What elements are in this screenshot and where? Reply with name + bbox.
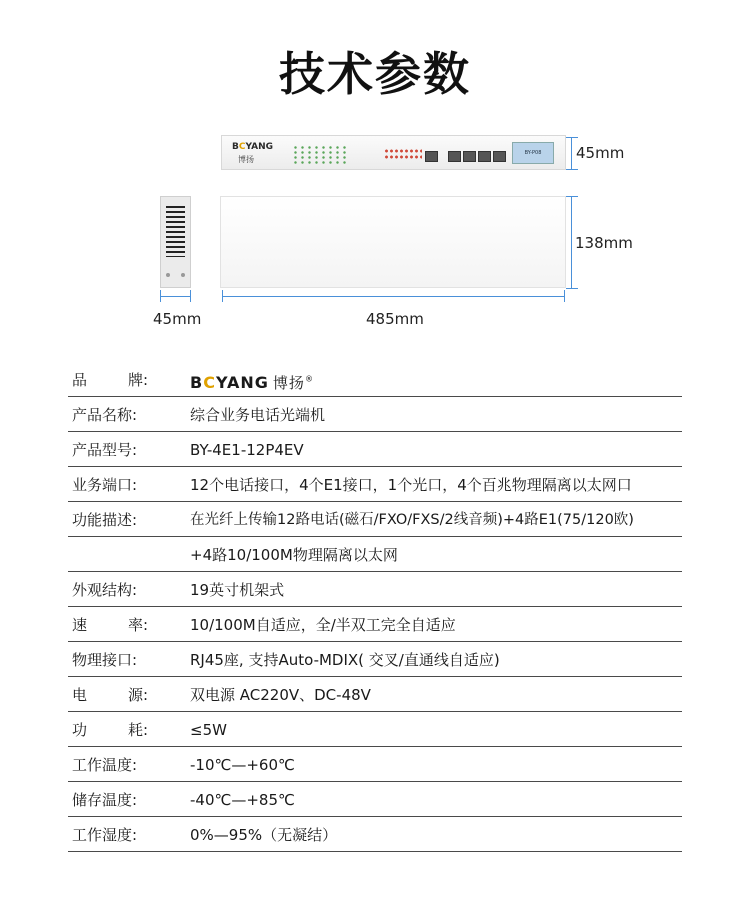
spec-row-brand: [68, 362, 682, 397]
spec-value: +4路10/100M物理隔离以太网: [190, 546, 398, 564]
dim-tick: [566, 288, 578, 289]
spec-label: 电 源:: [72, 686, 148, 704]
device-side-view: [160, 196, 191, 288]
spec-row: [68, 747, 682, 782]
spec-label: 工作湿度:: [72, 826, 138, 844]
spec-value: 10/100M自适应，全/半双工完全自适应: [190, 616, 456, 634]
panel-logo: BCYANG: [232, 142, 274, 152]
spec-label: [72, 537, 162, 571]
vent-grille: [166, 203, 185, 257]
spec-value: -40℃—+85℃: [190, 791, 295, 809]
spec-value: 12个电话接口，4个E1接口，1个光口，4个百兆物理隔离以太网口: [190, 476, 632, 494]
spec-label: 业务端口:: [72, 476, 138, 494]
page-title: 技术参数: [279, 47, 471, 101]
spec-label: 品 牌:: [72, 371, 148, 389]
spec-row: [68, 467, 682, 502]
dim-body-height: 138mm: [575, 234, 633, 252]
spec-label: 储存温度:: [72, 791, 138, 809]
dim-line-body-height: [571, 196, 572, 288]
mount-hole: [181, 273, 185, 277]
spec-label: 速 率:: [72, 616, 148, 634]
spec-value: -10℃—+60℃: [190, 756, 295, 774]
spec-row: [68, 817, 682, 852]
spec-value: 综合业务电话光端机: [190, 406, 326, 424]
ethernet-port-2: [463, 151, 476, 162]
ethernet-port-3: [478, 151, 491, 162]
spec-value: 19英寸机架式: [190, 581, 285, 599]
spec-row: [68, 712, 682, 747]
spec-row: [68, 607, 682, 642]
spec-value: 双电源 AC220V、DC-48V: [190, 686, 371, 704]
indicator-leds: [292, 145, 347, 165]
spec-value: 0%—95%（无凝结）: [190, 826, 338, 844]
dim-tick: [566, 169, 578, 170]
panel-logo-sub: 博扬: [238, 155, 254, 164]
dim-front-height: 45mm: [576, 144, 625, 162]
spec-row: [68, 537, 682, 572]
dim-width: 485mm: [366, 310, 424, 328]
spec-row: [68, 432, 682, 467]
spec-value: 在光纤上传输12路电话(磁石/FXO/FXS/2线音频)+4路E1(75/120欧): [190, 512, 634, 528]
spec-label: 产品名称:: [72, 406, 138, 424]
spec-label: 物理接口:: [72, 651, 138, 669]
spec-table: [68, 362, 682, 852]
ethernet-port-1: [448, 151, 461, 162]
optical-port: [425, 151, 438, 162]
spec-row: [68, 642, 682, 677]
dim-line-front-height: [571, 137, 572, 169]
dim-tick: [566, 137, 578, 138]
dim-line-depth: [160, 296, 191, 297]
dip-switches: [384, 148, 422, 160]
spec-row: [68, 782, 682, 817]
spec-value: ≤5W: [190, 721, 227, 739]
brand-logo: BCYANG 博扬®: [190, 373, 314, 393]
spec-value: BY-4E1-12P4EV: [190, 441, 304, 459]
spec-label: 外观结构:: [72, 581, 138, 599]
spec-label: 功能描述:: [72, 511, 138, 529]
dim-depth: 45mm: [153, 310, 202, 328]
spec-label: 工作温度:: [72, 756, 138, 774]
spec-label: 功 耗:: [72, 721, 148, 739]
spec-row: [68, 572, 682, 607]
dim-tick: [566, 196, 578, 197]
panel-label: BY-P08: [512, 142, 554, 164]
spec-row: [68, 677, 682, 712]
spec-label: 产品型号:: [72, 441, 138, 459]
spec-row: [68, 502, 682, 537]
dim-line-width: [222, 296, 565, 297]
spec-row: [68, 397, 682, 432]
mount-hole: [166, 273, 170, 277]
ethernet-port-4: [493, 151, 506, 162]
device-front-panel: [221, 135, 566, 170]
device-top-view: [220, 196, 566, 288]
spec-value: RJ45座, 支持Auto-MDIX( 交叉/直通线自适应): [190, 651, 500, 669]
